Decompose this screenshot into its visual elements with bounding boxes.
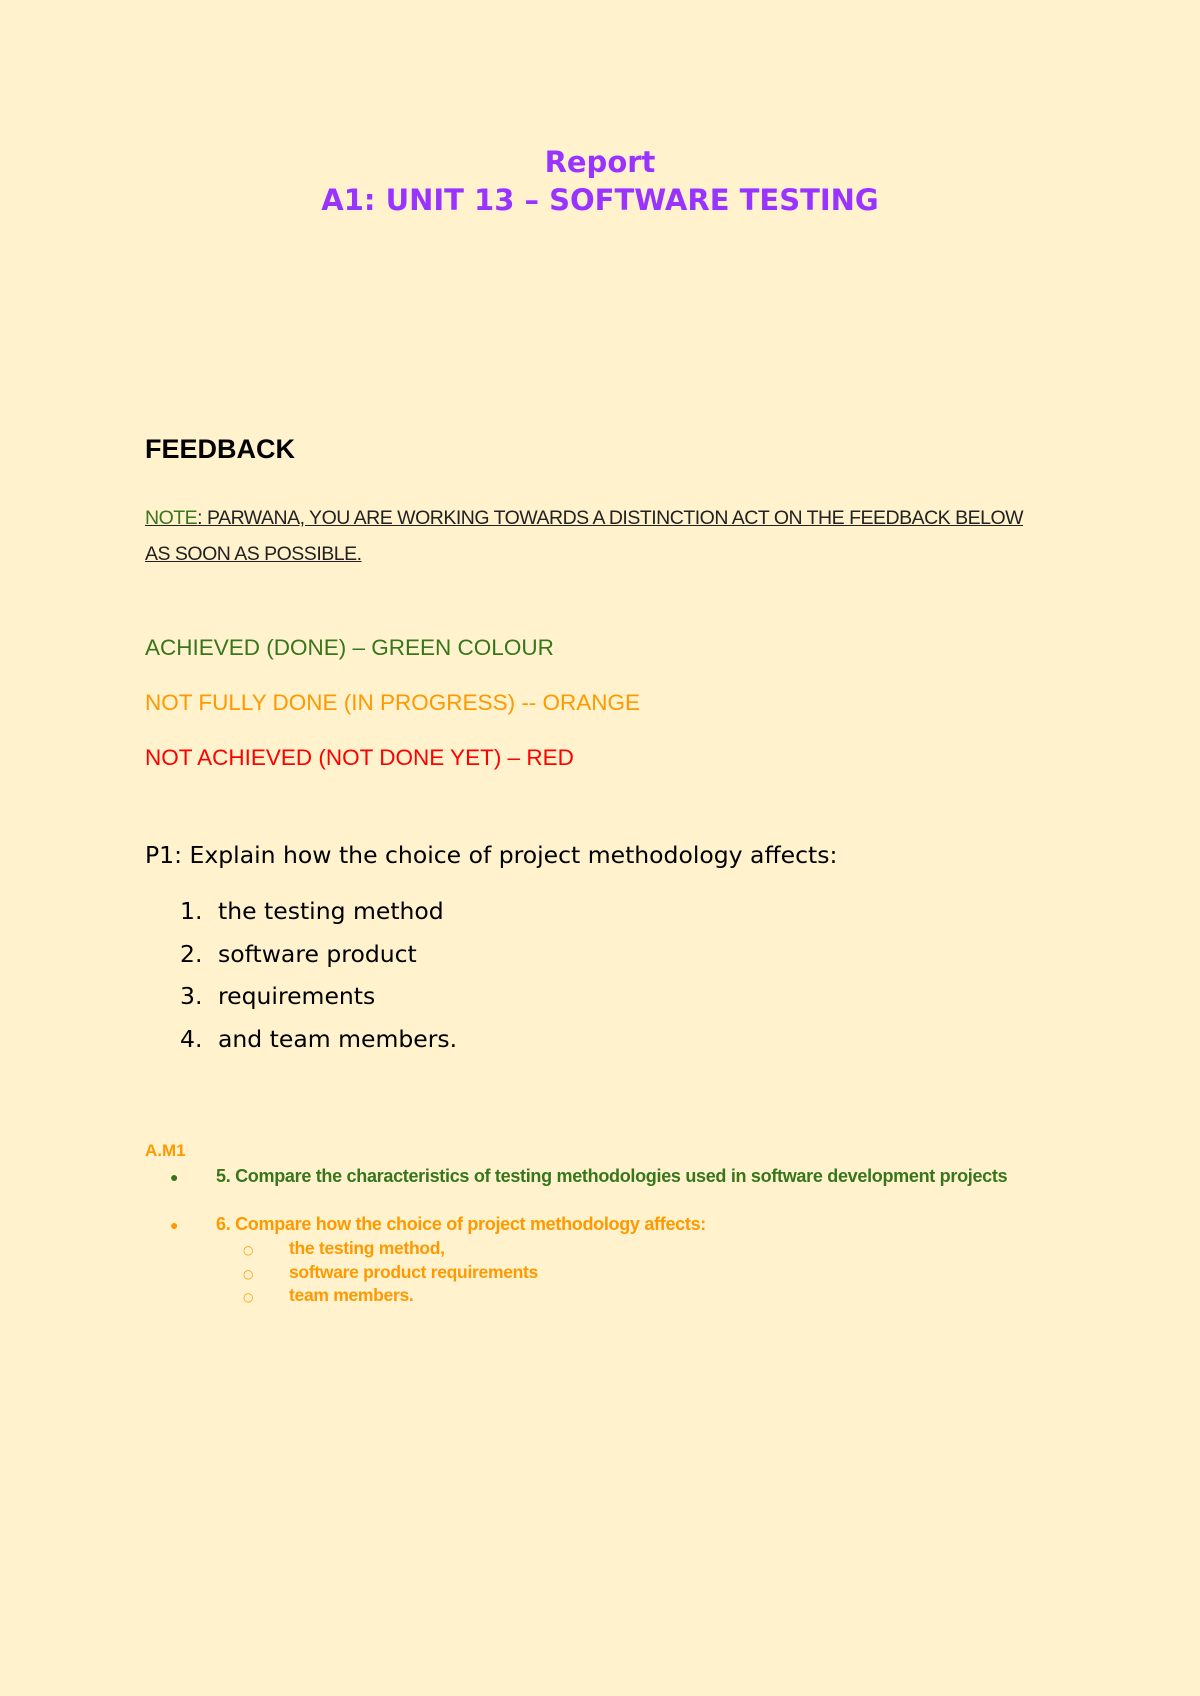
legend-in-progress: NOT FULLY DONE (IN PROGRESS) -- ORANGE [145, 690, 641, 715]
am1-sub-item-text: team members. [289, 1285, 414, 1305]
am1-sub-item [243, 1284, 414, 1308]
am1-label: A.M1 [145, 1141, 186, 1160]
report-title [0, 143, 1200, 219]
bullet-ring-icon: ○ [243, 1243, 254, 1257]
note-label: NOTE [145, 507, 198, 529]
am1-sub-item-text: software product requirements [289, 1262, 538, 1282]
list-item-text: software product [218, 939, 417, 968]
list-item [180, 981, 457, 1024]
am1-sub-item [243, 1261, 538, 1285]
list-item-number: 3. [180, 982, 203, 1010]
title-line-1: Report [544, 145, 656, 179]
note-text: : PARWANA, YOU ARE WORKING TOWARDS A DISTINCTION ACT ON THE FEEDBACK BELOW AS SOON AS POSSIBLE. [145, 507, 1024, 565]
bullet-ring-icon: ○ [243, 1290, 254, 1304]
list-item-number: 4. [180, 1024, 203, 1053]
p1-list [180, 896, 457, 1066]
am1-bullet-5-text: 5. Compare the characteristics of testing methodologies used in software development projects [216, 1166, 1008, 1186]
list-item-number: 1. [180, 897, 203, 925]
list-item [180, 896, 457, 939]
p1-heading: P1: Explain how the choice of project methodology affects: [145, 841, 838, 869]
bullet-dot-icon: ● [170, 1169, 179, 1185]
am1-sub-item [243, 1237, 445, 1261]
feedback-note [145, 500, 1025, 572]
bullet-ring-icon: ○ [243, 1267, 254, 1281]
am1-bullet-6 [170, 1213, 706, 1236]
list-item-text: requirements [218, 982, 376, 1010]
list-item [180, 1024, 457, 1067]
list-item-text: the testing method [218, 897, 444, 925]
feedback-heading: FEEDBACK [145, 434, 296, 464]
bullet-dot-icon: ● [170, 1217, 179, 1233]
am1-bullet-5 [170, 1165, 1007, 1188]
list-item-number: 2. [180, 939, 203, 968]
am1-sub-item-text: the testing method, [289, 1238, 445, 1258]
title-line-2: A1: UNIT 13 – SOFTWARE TESTING [321, 183, 879, 217]
list-item [180, 939, 457, 982]
am1-bullet-6-text: 6. Compare how the choice of project methodology affects: [216, 1214, 706, 1234]
legend-achieved: ACHIEVED (DONE) – GREEN COLOUR [145, 635, 554, 660]
list-item-text: and team members. [218, 1024, 458, 1053]
legend-not-achieved: NOT ACHIEVED (NOT DONE YET) – RED [145, 745, 574, 770]
